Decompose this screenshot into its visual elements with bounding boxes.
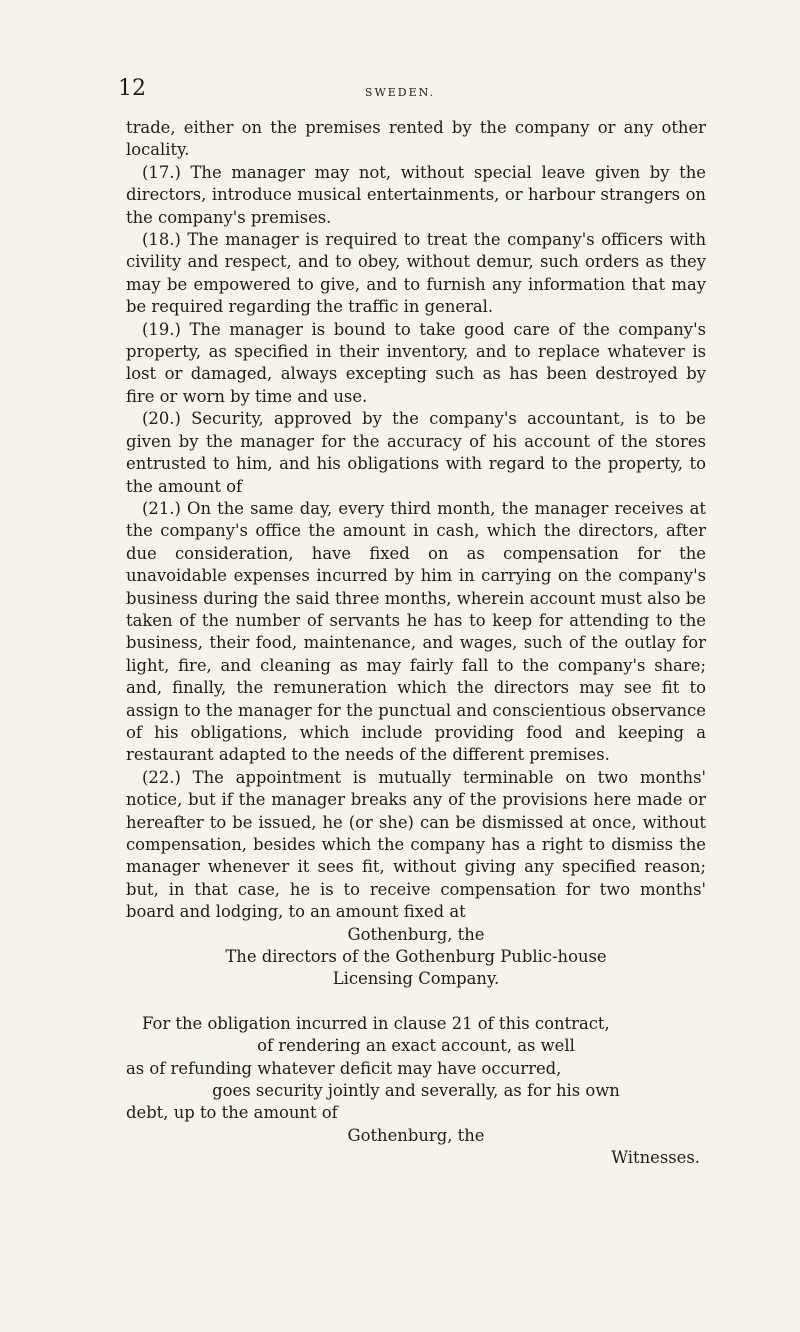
clause-22: (22.) The appointment is mutually terminable on two months' notice, but if the manager breaks any of the provisions here made or hereafter to be issued, he (or she) can be dismissed at once, without compensation, besides which the company has a right to dismiss the manager whenever it sees fit, without giving any specified reason; but, in that case, he is to receive compensation for two months' board and lodging, to an amount fixed at	[126, 767, 706, 922]
page-number: 12	[118, 76, 146, 101]
clause-19: (19.) The manager is bound to take good care of the company's property, as specified in their inventory, and to replace whatever is lost or damaged, always excepting such as has been destroyed by fire or worn by time and use.	[126, 319, 706, 406]
running-head: SWEDEN.	[364, 86, 436, 99]
guarantee-place-date: Gothenburg, the	[347, 1125, 485, 1145]
guarantee-line-1: For the obligation incurred in clause 21 of this contract,	[142, 1013, 610, 1033]
guarantee-line-3: as of refunding whatever deficit may have occurred,	[126, 1058, 562, 1078]
guarantee-line-4: goes security jointly and severally, as for his own	[212, 1081, 620, 1101]
paragraph-continuation: trade, either on the premises rented by the company or any other locality.	[126, 118, 706, 160]
witnesses: Witnesses.	[611, 1148, 700, 1168]
clause-17: (17.) The manager may not, without special leave given by the directors, introduce musical entertainments, or harbour strangers on the company's premises.	[126, 162, 706, 227]
clause-20: (20.) Security, approved by the company's accountant, is to be given by the manager for the accuracy of his account of the stores entrusted to him, and his obligations with regard to the property, to the amount of	[126, 409, 706, 496]
signature-company: Licensing Company.	[332, 969, 500, 989]
spacer	[126, 991, 706, 1013]
guarantee-line-2: of rendering an exact account, as well	[257, 1036, 575, 1056]
body-text	[126, 117, 706, 1170]
signature-place-date: Gothenburg, the	[347, 924, 485, 944]
clause-21: (21.) On the same day, every third month, the manager receives at the company's office the amount in cash, which the directors, after due consideration, have fixed on as compensation for the unavoidable expenses incurred by him in carrying on the company's business during the said three months, wherein account must also be taken of the number of servants he has to keep for attending to the business, their food, maintenance, and wages, such of the outlay for light, fire, and cleaning as may fairly fall to the company's share; and, finally, the remuneration which the directors may see fit to assign to the manager for the punctual and conscientious observance of his obligations, which include providing food and keeping a restaurant adapted to the needs of the different premises.	[126, 498, 706, 765]
clause-18: (18.) The manager is required to treat the company's officers with civility and respect, and to obey, without demur, such orders as they may be empowered to give, and to furnish any information that may be required regarding the traffic in general.	[126, 230, 706, 317]
page-header	[118, 76, 682, 106]
signature-directors: The directors of the Gothenburg Public-house	[225, 947, 607, 967]
guarantee-line-5: debt, up to the amount of	[126, 1103, 338, 1123]
